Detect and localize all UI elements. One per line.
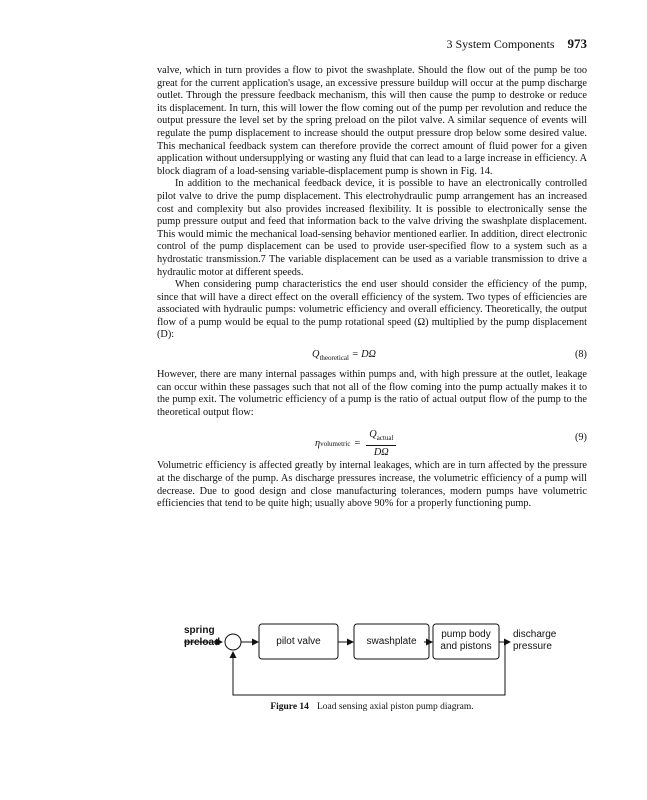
equation-8-lhs-sub: theoretical [319,354,349,363]
header-section: 3 System Components [446,37,555,51]
equation-9 [157,422,587,458]
pump-body-label [433,629,499,653]
caption-text: Load sensing axial piston pump diagram. [316,702,474,712]
summing-junction [225,634,241,650]
paragraph-2: In addition to the mechanical feedback device, it is possible to have an electronically controlled pilot valve to drive the pump displacement. This electrohydraulic pump arrangement has an increased cost and complexity but also provides increased flexibility. It is possible to electronically sense the pump pressure output and feed that information back to the valve driving the swashplate displacement. This would mimic the mechanical load-sensing behavior mentioned earlier. In addition, direct electronic control of the pump displacement can be used to provide user-specified flow to a system such as a hydrostatic transmission.7 The variable displacement can be used as a variable transmission to drive a hydraulic motor at different speeds. [157,178,587,278]
equation-8-number: (8) [574,349,587,361]
pump-body-label-line-1: pump body [441,629,491,640]
equation-9-lhs-sub: volumetric [320,439,351,448]
equation-9-denominator: DΩ [373,447,389,459]
equation-9-num-symbol: Q [369,429,377,441]
paragraph-4: However, there are many internal passages within pumps and, with high pressure at the outlet, leakage can occur within these passages such that not all of the flow coming into the pump actually makes it to the pump exit. The volumetric efficiency of a pump is the ratio of actual output flow of the pump to the theoretical output flow: [157,369,587,418]
paragraph-1: valve, which in turn provides a flow to pivot the swashplate. Should the flow out of the pump be too great for the current application's usage, an excessive pressure buildup will occur at the pump discharge outlet. Through the pressure feedback mechanism, this will then cause the pump to destroke or reduce its displacement. In turn, this will lower the flow coming out of the pump per revolution and reduce the output pressure the level set by the spring preload on the pilot valve. A similar sequence of events will regulate the pump displacement to increase should the output pressure drop below some desired value. This mechanical feedback system can therefore provide the correct amount of fluid power for a given application without undersupplying or wasting any fluid that can lead to a large increase in efficiency. A block diagram of a load-sensing variable-displacement pump is shown in Fig. 14. [157,65,587,177]
equation-8-lhs: Q [312,349,320,361]
caption-number: Figure 14 [270,702,309,712]
equation-8-expression [312,349,376,365]
output-label [513,629,556,653]
body-text [157,65,587,511]
input-label-line-2: preload [184,637,221,648]
paragraph-3: When considering pump characteristics the end user should consider the efficiency of the pump, since that will have a direct effect on the overall efficiency of the system. Two types of efficiencies are associated with hydraulic pumps: volumetric efficiency and overall efficiency. Theoretically, the output flow of a pump would be equal to the pump rotational speed (Ω) multiplied by the pump displacement (D): [157,279,587,341]
equation-9-equals: = [354,437,361,449]
running-header [157,36,587,52]
swashplate-label: swashplate [366,636,417,647]
output-label-line-1: discharge [513,629,557,640]
equation-8 [157,345,587,367]
equation-8-rhs: = DΩ [351,349,376,361]
equation-9-num-sub: actual [376,434,394,443]
equation-9-number: (9) [574,432,587,444]
figure-caption [157,702,587,712]
equation-9-lhs: η [315,437,321,449]
input-label [184,625,220,649]
paragraph-5: Volumetric efficiency is affected greatly by internal leakages, which are in turn affected by the pressure at the discharge of the pump. As discharge pressures increase, the volumetric efficiency of a pump will decrease. Due to good design and close manufacturing tolerances, modern pumps have volumetric efficiencies that tend to be quite high; usually above 90% for a properly functioning pump. [157,460,587,510]
equation-9-fraction [366,428,396,459]
pilot-valve-label: pilot valve [276,636,321,647]
input-label-line-1: spring [184,625,215,636]
equation-9-numerator [366,428,396,446]
output-label-line-2: pressure [513,641,552,652]
equation-9-expression [315,428,396,459]
page-number: 973 [567,36,587,51]
pump-body-label-line-2: and pistons [440,641,492,652]
